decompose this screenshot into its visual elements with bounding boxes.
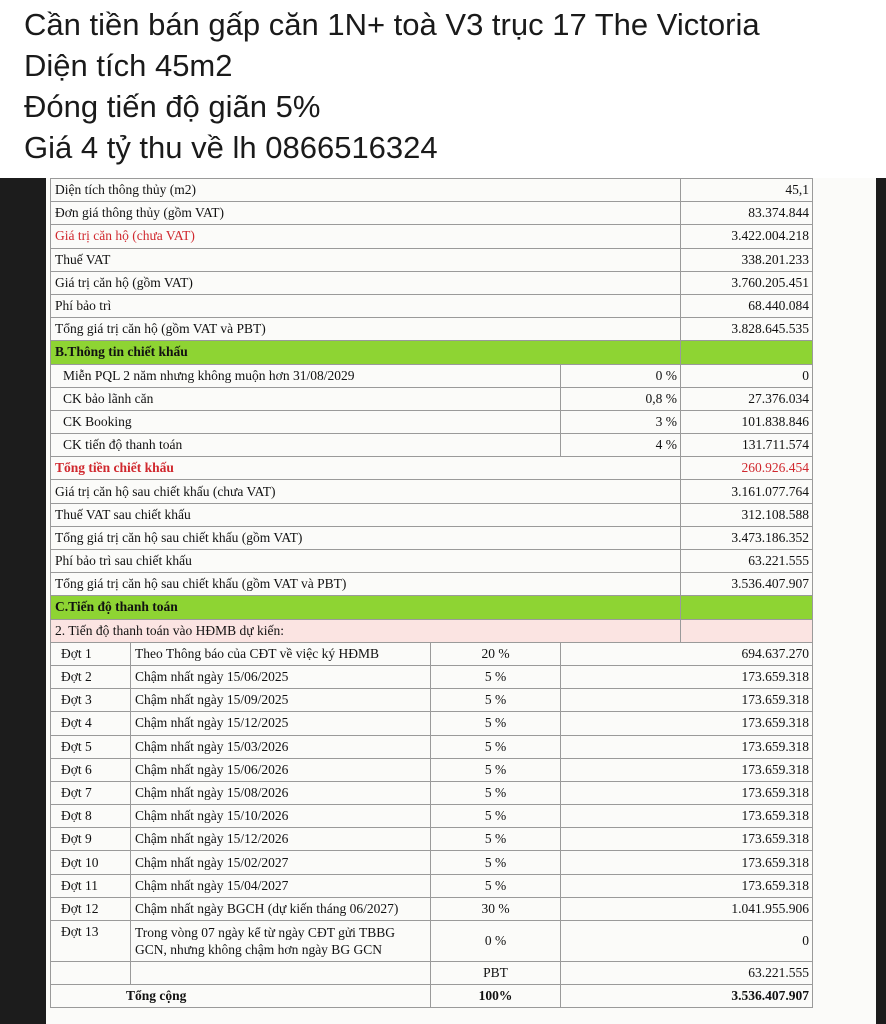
installment-desc: Chậm nhất ngày 15/03/2026 [131, 735, 431, 758]
discount-row [51, 387, 813, 410]
installment-name: Đợt 11 [51, 874, 131, 897]
pbt-row [51, 962, 813, 985]
discount-label: CK bảo lãnh căn [51, 387, 561, 410]
total-discount-row [51, 457, 813, 480]
installment-row [51, 781, 813, 804]
row-value: 3.473.186.352 [681, 526, 813, 549]
discount-row [51, 410, 813, 433]
table-row [51, 202, 813, 225]
row-value: 3.828.645.535 [681, 318, 813, 341]
discount-label: Miễn PQL 2 năm nhưng không muộn hơn 31/08/2029 [51, 364, 561, 387]
discount-pct: 0,8 % [561, 387, 681, 410]
grand-total-row [51, 985, 813, 1008]
table-row [51, 271, 813, 294]
row-label: Tổng giá trị căn hộ sau chiết khấu (gồm VAT) [51, 526, 681, 549]
section-header [51, 341, 813, 364]
total-discount-label: Tổng tiền chiết khấu [51, 457, 681, 480]
grand-total-pct: 100% [431, 985, 561, 1008]
row-label: Giá trị căn hộ sau chiết khấu (chưa VAT) [51, 480, 681, 503]
installment-desc: Chậm nhất ngày 15/12/2026 [131, 828, 431, 851]
section-header [51, 596, 813, 619]
installment-pct: 5 % [431, 781, 561, 804]
installment-name: Đợt 8 [51, 805, 131, 828]
discount-value: 0 [681, 364, 813, 387]
installment-name: Đợt 6 [51, 758, 131, 781]
discount-row [51, 434, 813, 457]
installment-value: 173.659.318 [561, 828, 813, 851]
installment-name: Đợt 5 [51, 735, 131, 758]
installment-pct: 5 % [431, 851, 561, 874]
installment-value: 173.659.318 [561, 805, 813, 828]
row-label: Thuế VAT [51, 248, 681, 271]
row-label: Đơn giá thông thủy (gồm VAT) [51, 202, 681, 225]
installment-pct: 30 % [431, 897, 561, 920]
table-row [51, 573, 813, 596]
row-label: Tổng giá trị căn hộ sau chiết khấu (gồm VAT và PBT) [51, 573, 681, 596]
installment-desc: Chậm nhất ngày 15/06/2026 [131, 758, 431, 781]
installment-row [51, 921, 813, 962]
installment-name: Đợt 4 [51, 712, 131, 735]
row-value: 3.536.407.907 [681, 573, 813, 596]
row-value: 45,1 [681, 179, 813, 202]
section-title: C.Tiến độ thanh toán [51, 596, 681, 619]
table-row [51, 503, 813, 526]
section-subtitle: 2. Tiến độ thanh toán vào HĐMB dự kiến: [51, 619, 681, 642]
installment-name: Đợt 2 [51, 665, 131, 688]
row-value: 3.760.205.451 [681, 271, 813, 294]
table-row [51, 179, 813, 202]
installment-value: 1.041.955.906 [561, 897, 813, 920]
price-table [50, 178, 813, 1008]
installment-row [51, 665, 813, 688]
installment-value: 173.659.318 [561, 781, 813, 804]
total-discount-value: 260.926.454 [681, 457, 813, 480]
row-label: Tổng giá trị căn hộ (gồm VAT và PBT) [51, 318, 681, 341]
discount-pct: 3 % [561, 410, 681, 433]
installment-pct: 5 % [431, 712, 561, 735]
caption-line: Diện tích 45m2 [24, 48, 233, 83]
row-value: 3.422.004.218 [681, 225, 813, 248]
table-row [51, 526, 813, 549]
installment-pct: 5 % [431, 758, 561, 781]
grand-total-label: Tổng cộng [51, 985, 431, 1008]
installment-value: 173.659.318 [561, 851, 813, 874]
discount-label: CK Booking [51, 410, 561, 433]
installment-pct: 5 % [431, 828, 561, 851]
row-label: Phí bảo trì [51, 294, 681, 317]
installment-value: 173.659.318 [561, 735, 813, 758]
section-title: B.Thông tin chiết khấu [51, 341, 681, 364]
installment-row [51, 689, 813, 712]
table-row [51, 318, 813, 341]
row-label: Thuế VAT sau chiết khấu [51, 503, 681, 526]
pbt-value: 63.221.555 [561, 962, 813, 985]
installment-pct: 5 % [431, 874, 561, 897]
caption-line: Cần tiền bán gấp căn 1N+ toà V3 trục 17 The Victoria [24, 7, 760, 42]
discount-pct: 4 % [561, 434, 681, 457]
row-value: 68.440.084 [681, 294, 813, 317]
discount-pct: 0 % [561, 364, 681, 387]
caption-line: Giá 4 tỷ thu về lh 0866516324 [24, 130, 438, 165]
installment-row [51, 735, 813, 758]
installment-name: Đợt 10 [51, 851, 131, 874]
installment-pct: 5 % [431, 689, 561, 712]
grand-total-value: 3.536.407.907 [561, 985, 813, 1008]
row-value: 83.374.844 [681, 202, 813, 225]
row-value: 3.161.077.764 [681, 480, 813, 503]
installment-name: Đợt 3 [51, 689, 131, 712]
installment-desc: Theo Thông báo của CĐT về việc ký HĐMB [131, 642, 431, 665]
installment-row [51, 828, 813, 851]
installment-row [51, 712, 813, 735]
section-subheader [51, 619, 813, 642]
table-row [51, 248, 813, 271]
table-row [51, 225, 813, 248]
caption-line: Đóng tiến độ giãn 5% [24, 89, 321, 124]
installment-desc: Chậm nhất ngày 15/09/2025 [131, 689, 431, 712]
installment-value: 694.637.270 [561, 642, 813, 665]
installment-row [51, 758, 813, 781]
installment-pct: 20 % [431, 642, 561, 665]
installment-value: 173.659.318 [561, 874, 813, 897]
table-row [51, 550, 813, 573]
installment-desc: Chậm nhất ngày 15/02/2027 [131, 851, 431, 874]
discount-value: 131.711.574 [681, 434, 813, 457]
row-value: 63.221.555 [681, 550, 813, 573]
installment-desc: Chậm nhất ngày 15/06/2025 [131, 665, 431, 688]
installment-value: 173.659.318 [561, 712, 813, 735]
row-label: Giá trị căn hộ (gồm VAT) [51, 271, 681, 294]
installment-desc: Chậm nhất ngày 15/10/2026 [131, 805, 431, 828]
installment-row [51, 851, 813, 874]
installment-row [51, 805, 813, 828]
row-label: Phí bảo trì sau chiết khấu [51, 550, 681, 573]
pbt-label: PBT [431, 962, 561, 985]
installment-name: Đợt 7 [51, 781, 131, 804]
row-value: 312.108.588 [681, 503, 813, 526]
installment-value: 0 [561, 921, 813, 962]
installment-desc: Trong vòng 07 ngày kể từ ngày CĐT gửi TBBG GCN, nhưng không chậm hơn ngày BG GCN [131, 921, 431, 962]
installment-desc: Chậm nhất ngày 15/12/2025 [131, 712, 431, 735]
installment-pct: 5 % [431, 735, 561, 758]
discount-value: 101.838.846 [681, 410, 813, 433]
installment-name: Đợt 12 [51, 897, 131, 920]
post-caption [24, 4, 874, 168]
installment-value: 173.659.318 [561, 665, 813, 688]
installment-value: 173.659.318 [561, 758, 813, 781]
installment-row [51, 642, 813, 665]
installment-pct: 5 % [431, 665, 561, 688]
table-row [51, 480, 813, 503]
row-label: Diện tích thông thủy (m2) [51, 179, 681, 202]
row-label: Giá trị căn hộ (chưa VAT) [51, 225, 681, 248]
table-row [51, 294, 813, 317]
installment-name: Đợt 13 [51, 921, 131, 962]
installment-name: Đợt 9 [51, 828, 131, 851]
discount-row [51, 364, 813, 387]
installment-desc: Chậm nhất ngày BGCH (dự kiến tháng 06/2027) [131, 897, 431, 920]
installment-pct: 0 % [431, 921, 561, 962]
installment-row [51, 874, 813, 897]
installment-desc: Chậm nhất ngày 15/08/2026 [131, 781, 431, 804]
installment-pct: 5 % [431, 805, 561, 828]
row-value: 338.201.233 [681, 248, 813, 271]
installment-name: Đợt 1 [51, 642, 131, 665]
discount-value: 27.376.034 [681, 387, 813, 410]
installment-desc: Chậm nhất ngày 15/04/2027 [131, 874, 431, 897]
discount-label: CK tiến độ thanh toán [51, 434, 561, 457]
installment-row [51, 897, 813, 920]
installment-value: 173.659.318 [561, 689, 813, 712]
